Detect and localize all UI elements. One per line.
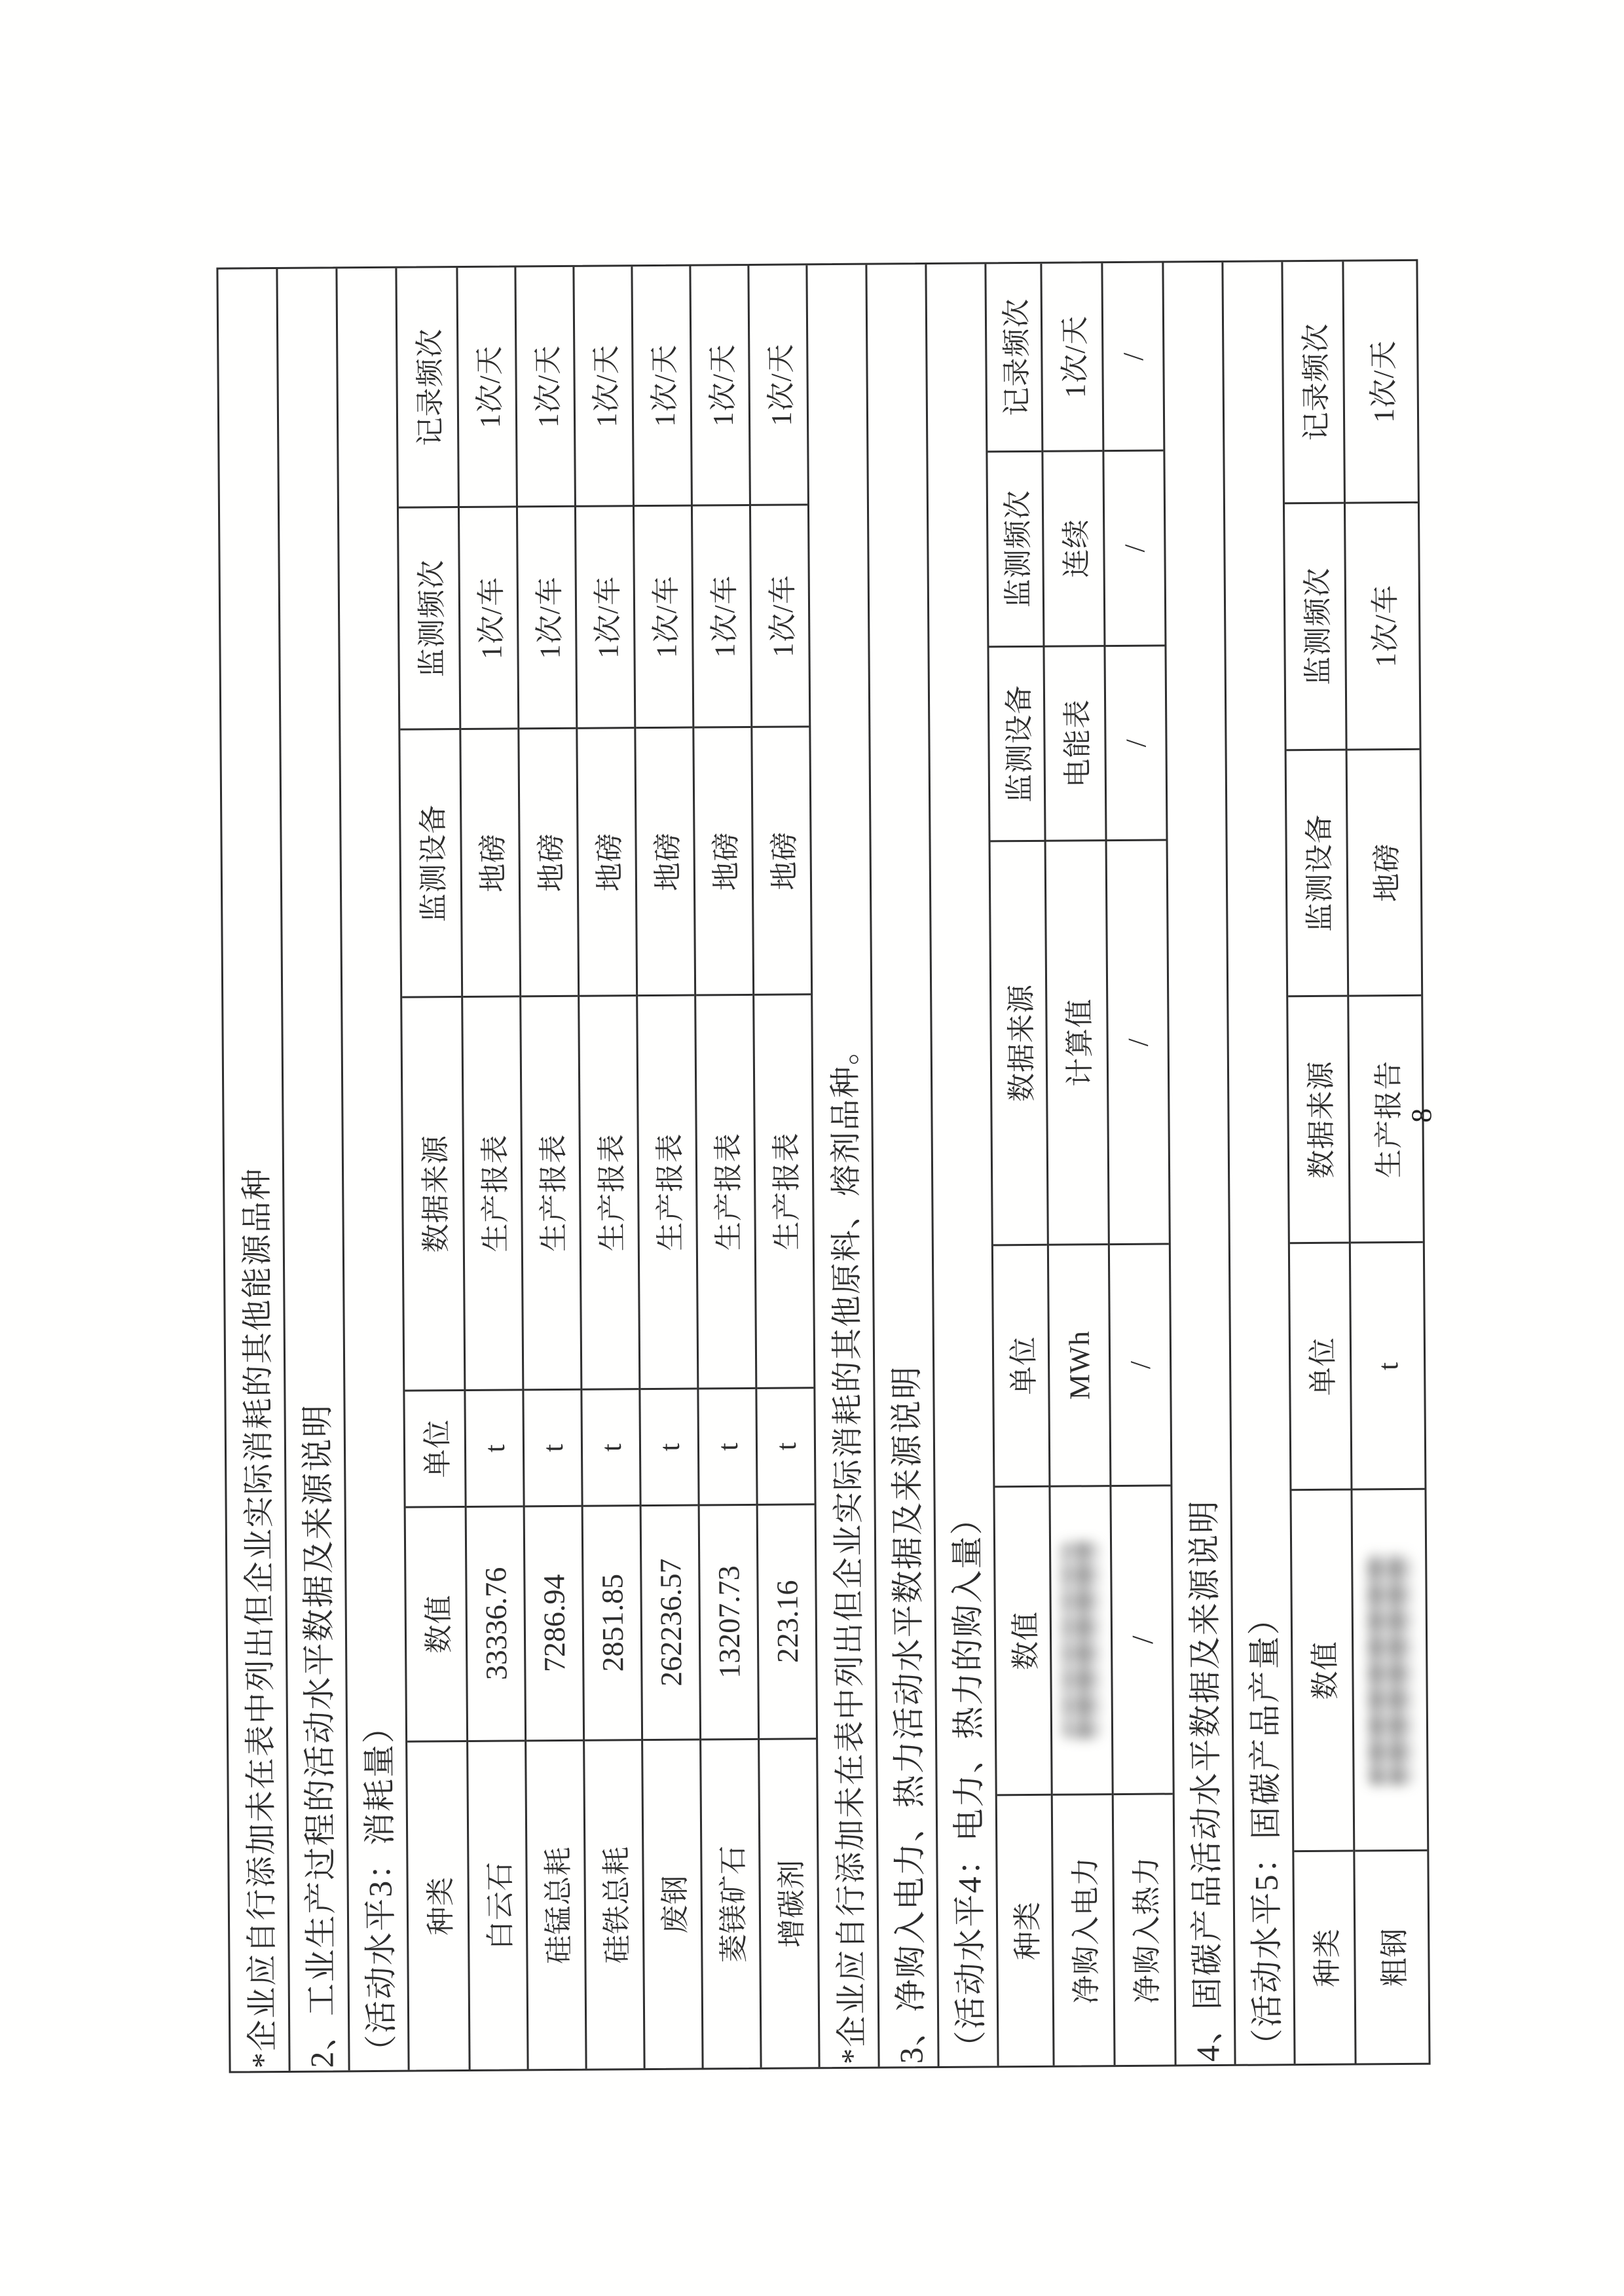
table-cell: 生产报表 xyxy=(580,997,638,1391)
table-cell: t xyxy=(582,1390,639,1507)
note-other-energy: *企业应自行添加未在表中列出但企业实际消耗的其他能源品种 xyxy=(239,1167,281,2069)
table-cell: 1次/车 xyxy=(635,507,692,729)
table-cell: t xyxy=(1351,1243,1425,1491)
table-cell: 菱镁矿石 xyxy=(717,1844,750,1963)
table-cell: 增碳剂 xyxy=(775,1859,809,1948)
header-cell: 监测设备 xyxy=(989,647,1044,842)
redacted-value xyxy=(1050,1487,1111,1796)
header-cell: 数据来源 xyxy=(991,842,1047,1246)
header-cell: 监测频次 xyxy=(1285,503,1346,750)
table-cell: 1次/车 xyxy=(460,508,517,731)
activity-level-3-caption: （活动水平3：消耗量） xyxy=(335,268,407,2071)
table-cell: 1次/天 xyxy=(574,266,633,507)
table-cell: MWh xyxy=(1049,1245,1110,1487)
table-cell: 生产报表 xyxy=(754,996,813,1389)
table-cell: 地磅 xyxy=(1348,750,1422,997)
header-cell: 数据来源 xyxy=(1288,997,1349,1244)
table-cell: 2851.85 xyxy=(583,1506,641,1741)
table-cell: t xyxy=(699,1389,756,1506)
table-cell: 1次/天 xyxy=(691,266,749,507)
table-cell: 净购入电力 xyxy=(1069,1856,1103,2005)
header-cell: 单位 xyxy=(405,1391,464,1508)
table-cell: 7286.94 xyxy=(525,1506,583,1741)
table-cell: 计算值 xyxy=(1046,841,1108,1245)
table-cell: 1次/车 xyxy=(693,506,750,729)
redacted-value xyxy=(1352,1490,1427,1852)
table-cell: t xyxy=(524,1390,581,1507)
table-cell: / xyxy=(1103,263,1163,452)
table-cell: 1次/车 xyxy=(751,505,809,728)
table-cell: 连续 xyxy=(1043,452,1103,647)
table-cell: / xyxy=(1111,1486,1172,1795)
header-cell: 数值 xyxy=(406,1508,466,1743)
table-cell: 电能表 xyxy=(1044,647,1105,842)
header-cell: 监测频次 xyxy=(399,508,459,731)
header-cell: 种类 xyxy=(424,1876,458,1936)
blurred-number xyxy=(1367,1555,1413,1785)
table-cell: 223.16 xyxy=(758,1505,816,1740)
table-row xyxy=(1342,261,1428,2064)
table-cell: 13207.73 xyxy=(700,1506,758,1741)
table-cell: t xyxy=(640,1389,697,1506)
header-cell: 种类 xyxy=(1311,1928,1344,1988)
table-header-row xyxy=(395,268,468,2070)
table-cell: 1次/天 xyxy=(633,266,691,507)
table-cell: 硅锰总耗 xyxy=(542,1846,576,1965)
activity-level-5-caption: （活动水平5：固碳产品产量） xyxy=(1221,262,1293,2064)
table-cell: 生产报表 xyxy=(463,998,522,1391)
header-cell: 记录频次 xyxy=(986,264,1041,452)
table-cell: 1次/车 xyxy=(518,507,576,730)
purchased-power-heat-table xyxy=(984,263,1174,2066)
table-cell: 地磅 xyxy=(461,730,519,998)
header-cell: 监测频次 xyxy=(987,452,1043,647)
table-cell: 1次/天 xyxy=(1344,261,1418,504)
table-cell: 净购入热力 xyxy=(1130,1856,1164,2004)
page-number: 8 xyxy=(1405,1108,1438,1123)
table-cell: 262236.57 xyxy=(642,1506,699,1741)
table-cell: 1次/车 xyxy=(576,507,634,729)
carbon-product-output-table xyxy=(1281,261,1428,2064)
table-cell: / xyxy=(1110,1245,1171,1487)
table-cell: 白云石 xyxy=(484,1861,517,1950)
table-cell: 生产报表 xyxy=(521,997,580,1391)
header-cell: 单位 xyxy=(1290,1244,1351,1491)
table-cell: 地磅 xyxy=(519,729,578,998)
table-cell: 地磅 xyxy=(752,728,811,996)
table-cell: 生产报告 xyxy=(1349,996,1423,1244)
table-cell: 粗钢 xyxy=(1378,1927,1411,1987)
table-cell: 生产报表 xyxy=(638,996,697,1390)
section-4-heading: 4、固碳产品活动水平数据及来源说明 xyxy=(1162,263,1234,2065)
header-cell: 监测设备 xyxy=(400,730,461,998)
table-cell: 1次/天 xyxy=(1042,263,1102,452)
header-cell: 监测设备 xyxy=(1287,750,1348,997)
header-cell: 记录频次 xyxy=(1283,262,1344,504)
note-other-materials: *企业应自行添加未在表中列出但企业实际消耗的其他原料、熔剂品种。 xyxy=(805,265,877,2068)
section-3-heading: 3、净购入电力、热力活动水平数据及来源说明 xyxy=(865,264,937,2067)
table-cell: 废钢 xyxy=(659,1874,692,1934)
report-grid xyxy=(216,259,1430,2073)
table-row xyxy=(1040,263,1113,2066)
table-cell: 硅铁总耗 xyxy=(600,1846,634,1964)
industrial-process-consumption-table xyxy=(395,265,818,2069)
header-cell: 数值 xyxy=(995,1487,1050,1796)
table-cell: / xyxy=(1105,646,1166,841)
table-cell: 1次/天 xyxy=(516,267,574,508)
blurred-number xyxy=(1062,1542,1100,1738)
table-cell: 1次/天 xyxy=(749,265,807,506)
header-cell: 数值 xyxy=(1291,1491,1353,1852)
table-cell: 1次/天 xyxy=(458,267,516,508)
table-cell: 地磅 xyxy=(694,728,752,996)
table-cell: 生产报表 xyxy=(696,996,755,1389)
table-cell: t xyxy=(757,1389,814,1506)
table-cell: 地磅 xyxy=(578,729,636,997)
table-cell: 地磅 xyxy=(636,729,694,997)
table-cell: 33336.76 xyxy=(467,1507,525,1742)
table-cell: t xyxy=(466,1391,523,1508)
table-cell: / xyxy=(1107,841,1169,1245)
header-cell: 单位 xyxy=(993,1245,1049,1487)
header-cell: 记录频次 xyxy=(397,268,458,509)
table-cell: / xyxy=(1104,451,1164,646)
section-2-heading: 2、工业生产过程的活动水平数据及来源说明 xyxy=(276,268,348,2071)
activity-level-4-caption: （活动水平4：电力、热力的购入量） xyxy=(925,264,997,2066)
table-row xyxy=(1101,263,1174,2066)
table-cell: 1次/车 xyxy=(1346,503,1420,751)
table-header-row xyxy=(1281,262,1354,2064)
header-cell: 种类 xyxy=(1011,1901,1044,1961)
header-cell: 数据来源 xyxy=(402,998,464,1391)
